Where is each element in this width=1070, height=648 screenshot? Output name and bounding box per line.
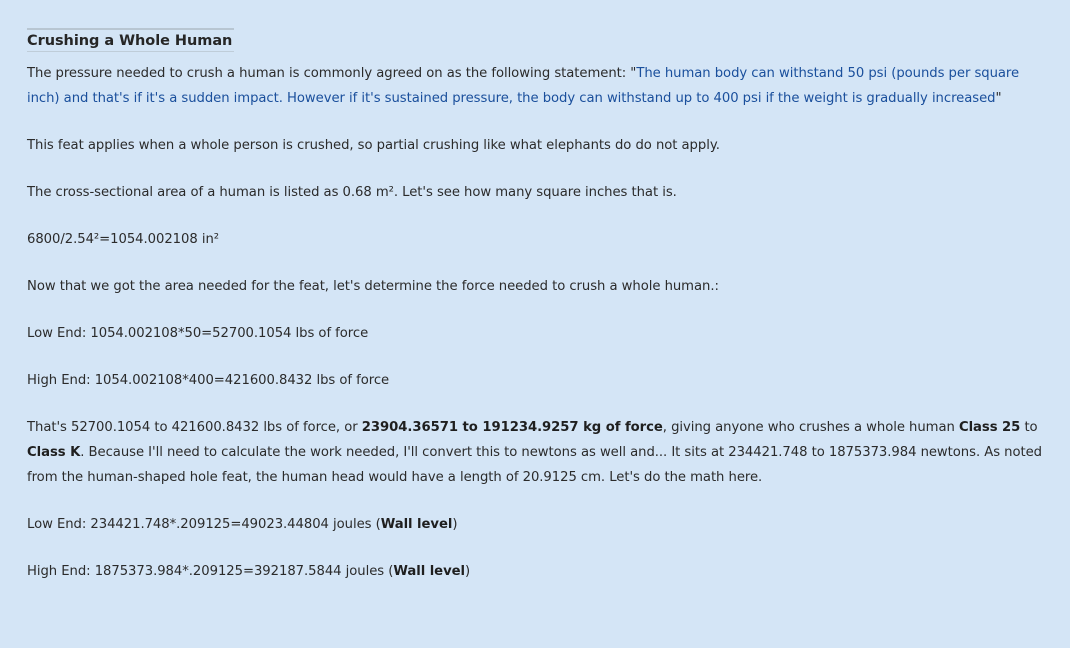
high-end-force: High End: 1054.002108*400=421600.8432 lbs of force (27, 373, 390, 388)
force-summary-paragraph (27, 415, 1044, 490)
section-heading: Crushing a Whole Human (27, 28, 234, 52)
summary-class-k: Class K (27, 445, 81, 460)
summary-text-4: . Because I'll need to calculate the work needed, I'll convert this to newtons as well and... It sits at 234421.748 to 1875373.984 newtons. As noted from the human-shaped hole feat, the human head would have a length of 20.9125 cm. Let's do the math here. (27, 445, 1042, 485)
pressure-quote-close: " (995, 91, 1002, 106)
summary-text-1: That's 52700.1054 to 421600.8432 lbs of force, or (27, 420, 362, 435)
summary-text-2: , giving anyone who crushes a whole human (662, 420, 959, 435)
high-end-work (27, 559, 1044, 584)
high-end-work-close: ) (464, 564, 471, 579)
summary-class-25: Class 25 (958, 420, 1021, 435)
high-end-work-text: High End: 1875373.984*.209125=392187.5844 joules ( (27, 564, 394, 579)
summary-text-3: to (1020, 420, 1038, 435)
area-paragraph: The cross-sectional area of a human is listed as 0.68 m². Let's see how many square inches that is. (27, 185, 677, 200)
pressure-intro-text: The pressure needed to crush a human is commonly agreed on as the following statement: " (27, 66, 637, 81)
low-end-work-text: Low End: 234421.748*.209125=49023.44804 joules ( (27, 517, 381, 532)
area-calculation: 6800/2.54²=1054.002108 in² (27, 232, 219, 247)
low-end-force: Low End: 1054.002108*50=52700.1054 lbs of force (27, 326, 369, 341)
summary-kg-force: 23904.36571 to 191234.9257 kg of force (361, 420, 663, 435)
high-end-work-tier: Wall level (393, 564, 465, 579)
low-end-work-tier: Wall level (380, 517, 453, 532)
scope-paragraph: This feat applies when a whole person is crushed, so partial crushing like what elephants do do not apply. (27, 138, 720, 153)
low-end-work-close: ) (452, 517, 458, 532)
low-end-work (27, 512, 1044, 537)
pressure-paragraph (27, 61, 1044, 111)
force-intro-paragraph: Now that we got the area needed for the feat, let's determine the force needed to crush a whole human.: (27, 279, 719, 294)
pressure-quote: The human body can withstand 50 psi (pounds per square inch) and that's if it's a sudden impact. However if it's sustained pressure, the body can withstand up to 400 psi if the weight is gradually increased (27, 66, 1020, 106)
